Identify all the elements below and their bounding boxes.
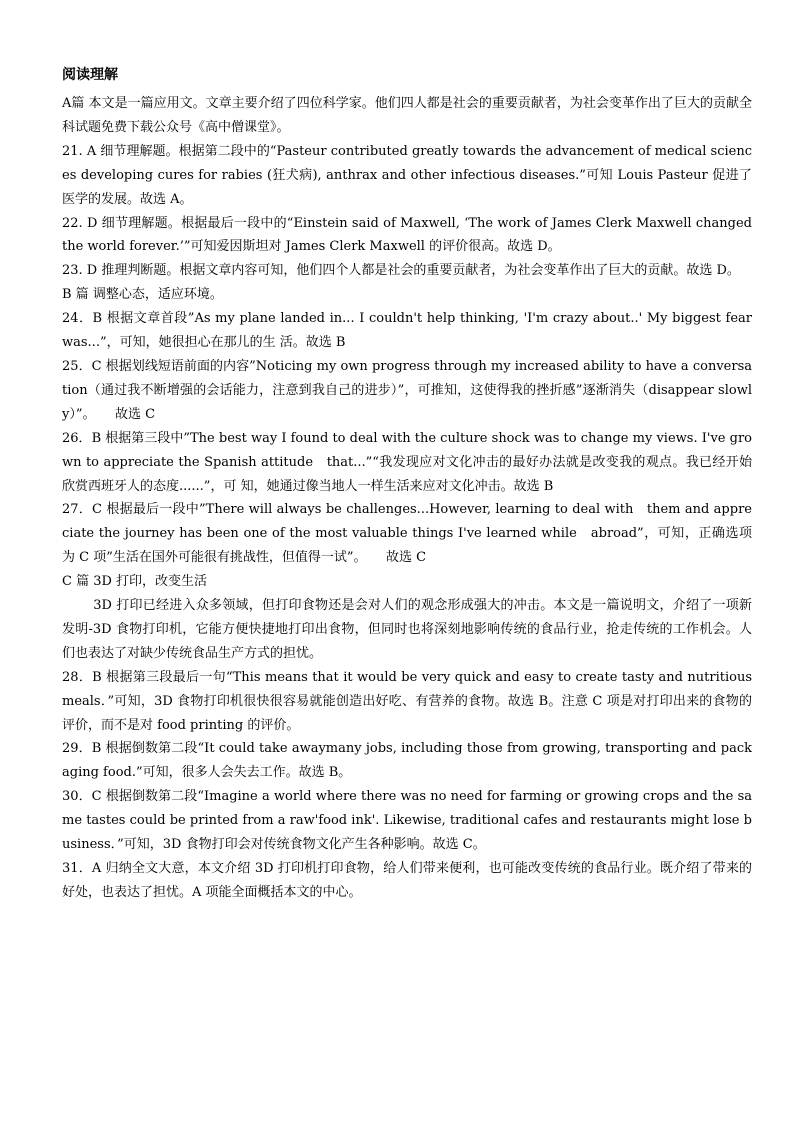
- passage-a-summary: A篇 本文是一篇应用文。文章主要介绍了四位科学家。他们四人都是社会的重要贡献者，为社会变革作出了巨大的贡献全科试题免费下载公众号《高中僧课堂》。: [62, 96, 752, 135]
- answer-24: 24．B 根据文章首段”As my plane landed in... I couldn't help thinking, 'I'm crazy about..' My biggest fear was...”，可知，她很担心在那儿的生 活。故选 B: [62, 311, 752, 351]
- answer-30: 30．C 根据倒数第二段“Imagine a world where there was no need for farming or growing crops and the same tastes could be printed from a raw'food ink'. Likewise, traditional cafes and restaurants might lose business．”可知，3D 食物打印会对传统食物文化产生各种影响。故选 C。: [62, 789, 752, 853]
- answer-key-page: [62, 64, 752, 905]
- passage-c-summary: 3D 打印已经进入众多领域，但打印食物还是会对人们的观念形成强大的冲击。本文是一篇说明文，介绍了一项新发明-3D 食物打印机，它能方便快捷地打印出食物，但同时也将深刻地影响传统的食品行业，抢走传统的工作机会。人们也表达了对缺少传统食品生产方式的担忧。: [62, 598, 752, 661]
- answer-25: 25．C 根据划线短语前面的内容”Noticing my own progress through my increased ability to have a conversation（通过我不断增强的会话能力，注意到我自己的进步）”，可推知，这使得我的挫折感”逐渐消失（disappear slowly）”。 故选 C: [62, 358, 752, 422]
- answer-29: 29．B 根据倒数第二段“It could take awaymany jobs, including those from growing, transporting and packaging food.”可知，很多人会失去工作。故选 B。: [62, 741, 752, 781]
- answer-31: 31．A 归纳全文大意，本文介绍 3D 打印机打印食物，给人们带来便利，也可能改变传统的食品行业。既介绍了带来的好处，也表达了担忧。A 项能全面概括本文的中心。: [62, 861, 752, 900]
- passage-c-title: C 篇 3D 打印，改变生活: [62, 574, 208, 590]
- answer-22: 22. D 细节理解题。根据最后一段中的“Einstein said of Maxwell, ‘The work of James Clerk Maxwell changed the world forever.’”可知爱因斯坦对 James Clerk Maxwell 的评价很高。故选 D。: [62, 215, 752, 255]
- answer-28: 28．B 根据第三段最后一句“This means that it would be very quick and easy to create tasty and nutritious meals．”可知，3D 食物打印机很快很容易就能创造出好吃、有营养的食物。故选 B。注意 C 项是对打印出来的食物的评价，而不是对 food printing 的评价。: [62, 669, 752, 733]
- answer-26: 26．B 根据第三段中”The best way I found to deal with the culture shock was to change my views. I've grown to appreciate the Spanish attitude that...”“我发现应对文化冲击的最好办法就是改变我的观点。我已经开始欣赏西班牙人的态度......”，可 知，她通过像当地人一样生活来应对文化冲击。故选 B: [62, 430, 752, 494]
- passage-b-title: B 篇 调整心态，适应环境。: [62, 287, 223, 303]
- answer-23: 23. D 推理判断题。根据文章内容可知，他们四个人都是社会的重要贡献者，为社会变革作出了巨大的贡献。故选 D。: [62, 263, 740, 279]
- section-heading: 阅读理解: [62, 67, 118, 83]
- answer-21: 21. A 细节理解题。根据第二段中的“Pasteur contributed greatly towards the advancement of medical sciences developing cures for rabies (狂犬病), anthrax and other infectious diseases.”可知 Louis Pasteur 促进了医学的发展。故选 A。: [62, 143, 752, 207]
- answer-27: 27．C 根据最后一段中”There will always be challenges...However, learning to deal with them and appreciate the journey has been one of the most valuable things I've learned while abroad”，可知，正确选项为 C 项”生活在国外可能很有挑战性，但值得一试”。 故选 C: [62, 502, 752, 566]
